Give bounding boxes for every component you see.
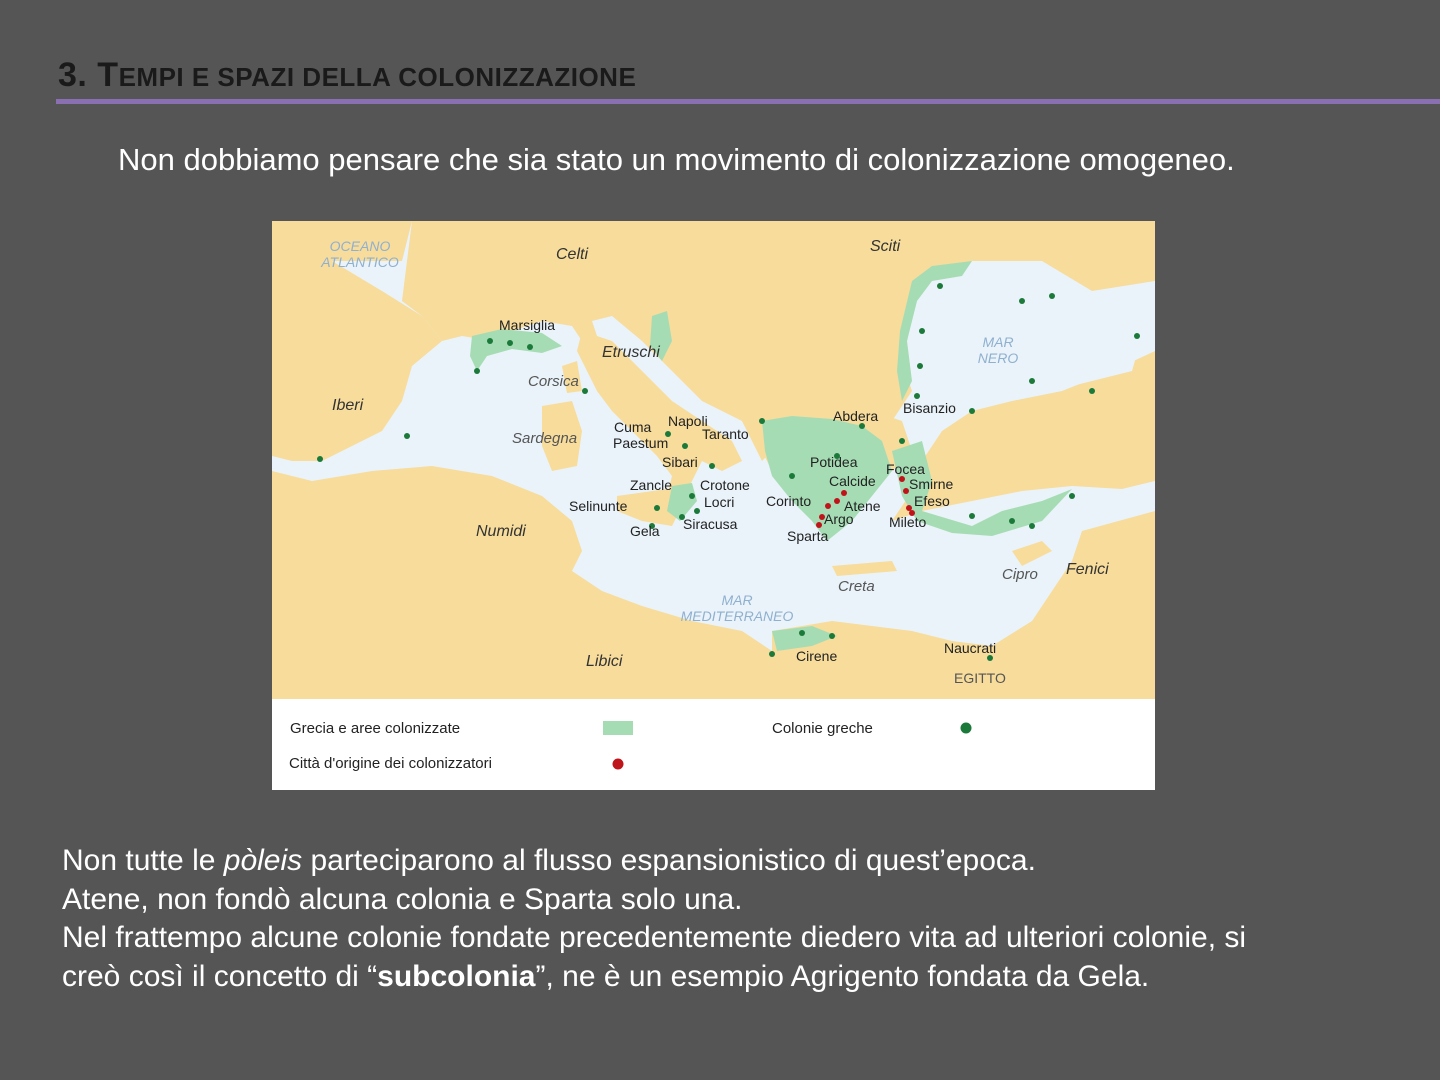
- label-mar-nero-1: MAR: [982, 334, 1014, 350]
- body-line-3: Nel frattempo alcune colonie fondate precedentemente diedero vita ad ulteriori colonie, si: [62, 921, 1247, 954]
- city-siracusa: Siracusa: [683, 516, 738, 532]
- body-line-1: [62, 842, 1402, 881]
- label-sciti: Sciti: [870, 238, 901, 255]
- city-argo: Argo: [824, 511, 854, 527]
- slide-title: [58, 56, 636, 95]
- label-mar-nero-2: NERO: [977, 350, 1019, 366]
- city-bisanzio: Bisanzio: [903, 400, 956, 416]
- body-line-4-a: creò così il concetto di “: [62, 959, 378, 993]
- body-line-1-b: parteciparono al flusso espansionistico di quest’epoca.: [302, 844, 1036, 877]
- city-atene: Atene: [844, 498, 881, 514]
- city-taranto: Taranto: [702, 426, 749, 442]
- label-mar-med-2: MEDITERRANEO: [680, 608, 794, 624]
- city-paestum: Paestum: [613, 435, 669, 451]
- label-sardegna: Sardegna: [512, 430, 578, 447]
- label-cipro: Cipro: [1002, 566, 1038, 583]
- legend-colony-dot: [961, 723, 972, 734]
- city-gela: Gela: [630, 523, 660, 539]
- body-line-2: Atene, non fondò alcuna colonia e Sparta solo una.: [62, 882, 743, 916]
- map-svg: [272, 221, 1155, 790]
- body-line-1-italic: pòleis: [223, 844, 303, 877]
- label-numidi: Numidi: [476, 523, 526, 540]
- label-etruschi: Etruschi: [602, 344, 660, 361]
- colonization-map: [272, 221, 1155, 790]
- map-legend: [289, 720, 972, 772]
- legend-colonies-label: Colonie greche: [772, 720, 873, 737]
- label-oceano: OCEANO: [329, 238, 391, 254]
- city-locri: Locri: [704, 494, 735, 510]
- slide-title-number: 3. T: [58, 56, 119, 94]
- city-smirne: Smirne: [909, 476, 954, 492]
- legend-origin-label: Città d'origine dei colonizzatori: [289, 755, 492, 772]
- title-underline: [56, 99, 1440, 104]
- city-mileto: Mileto: [889, 514, 927, 530]
- city-sparta: Sparta: [787, 528, 829, 544]
- body-line-4: [62, 958, 1402, 997]
- legend-origin-dot: [613, 759, 624, 770]
- slide-subtitle: Non dobbiamo pensare che sia stato un movimento di colonizzazione omogeneo.: [118, 142, 1235, 177]
- city-focea: Focea: [886, 461, 925, 477]
- city-corinto: Corinto: [766, 493, 812, 509]
- city-selinunte: Selinunte: [569, 498, 628, 514]
- slide-title-text: EMPI E SPAZI DELLA COLONIZZAZIONE: [118, 62, 637, 92]
- city-cirene: Cirene: [796, 648, 838, 664]
- body-line-4-b: ”, ne è un esempio Agrigento fondata da Gela.: [535, 959, 1150, 993]
- label-atlantico: ATLANTICO: [321, 254, 399, 270]
- city-zancle: Zancle: [630, 477, 673, 493]
- city-efeso: Efeso: [914, 493, 950, 509]
- city-napoli: Napoli: [668, 413, 708, 429]
- label-fenici: Fenici: [1066, 561, 1109, 578]
- legend-greece-areas-label: Grecia e aree colonizzate: [290, 720, 461, 737]
- label-corsica: Corsica: [528, 373, 579, 390]
- label-mar-med-1: MAR: [721, 592, 753, 608]
- label-celti: Celti: [556, 246, 589, 263]
- city-naucrati: Naucrati: [944, 640, 997, 656]
- city-calcide: Calcide: [829, 473, 876, 489]
- city-cuma: Cuma: [614, 419, 652, 435]
- city-potidea: Potidea: [810, 454, 858, 470]
- label-iberi: Iberi: [332, 397, 364, 414]
- label-libici: Libici: [586, 653, 623, 670]
- body-text: [62, 842, 1402, 996]
- label-creta: Creta: [838, 578, 875, 595]
- body-line-1-a: Non tutte le: [62, 844, 224, 877]
- city-abdera: Abdera: [833, 408, 879, 424]
- body-line-4-bold: subcolonia: [377, 959, 536, 993]
- city-sibari: Sibari: [662, 454, 698, 470]
- label-egitto: EGITTO: [954, 670, 1006, 686]
- legend-green-swatch: [603, 721, 633, 735]
- city-marsiglia: Marsiglia: [499, 317, 556, 333]
- city-crotone: Crotone: [700, 477, 750, 493]
